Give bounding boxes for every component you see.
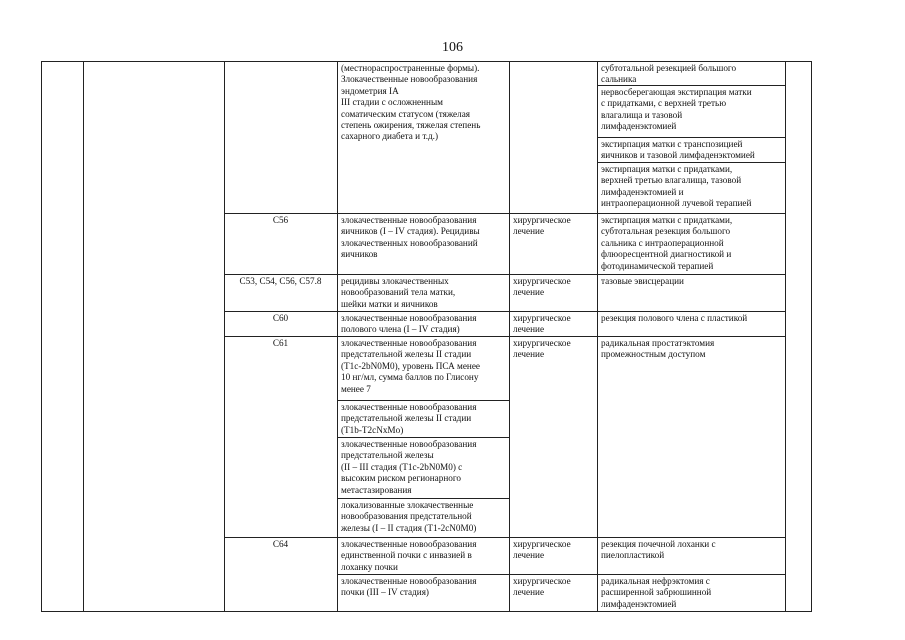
treatment-cell: хирургическое лечение: [513, 539, 571, 561]
method-cell: радикальная нефрэктомия с расширенной забрюшинной лимфаденэктомией: [601, 576, 712, 609]
row-divider: [224, 537, 785, 538]
row-divider: [224, 336, 785, 337]
method-cell: экстирпация матки с придатками, субтотальная резекция большого сальника с интраоперационной флюоресцентной диагностикой и фотодинамической терапией: [601, 215, 733, 271]
medical-procedures-table: [41, 61, 812, 612]
icd-code-cell: C56: [272, 215, 289, 225]
method-divider: [597, 137, 785, 138]
diagnosis-cell: злокачественные новообразования почки (III – IV стадия): [341, 576, 477, 598]
diagnosis-divider: [337, 437, 509, 438]
icd-code-cell: C61: [272, 338, 289, 348]
column-divider: [83, 62, 84, 611]
group-divider: [337, 574, 785, 575]
column-divider: [785, 62, 786, 611]
method-cell: тазовые эвисцерации: [601, 276, 684, 286]
icd-code-cell: C64: [272, 539, 289, 549]
diagnosis-cell: злокачественные новообразования предстательной железы (II – III стадия (T1c-2bN0M0) с высоким риском регионарного метастазирования: [341, 439, 477, 495]
method-cell: экстирпация матки с придатками, верхней третью влагалища, тазовой лимфаденэктомией и интраоперационной лучевой терапией: [601, 164, 752, 209]
diagnosis-cell: рецидивы злокачественных новообразований тела матки, шейки матки и яичников: [341, 276, 456, 309]
diagnosis-cell: злокачественные новообразования яичников (I – IV стадия). Рецидивы злокачественных новообразований яичников: [341, 215, 480, 260]
method-cell: резекция полового члена с пластикой: [601, 313, 748, 323]
diagnosis-cell: локализованные злокачественные новообразования предстательной железы (I – II стадия (T1-2cN0M0): [341, 500, 477, 533]
diagnosis-divider: [337, 498, 509, 499]
method-cell: субтотальной резекцией большого сальника: [601, 63, 737, 85]
treatment-cell: хирургическое лечение: [513, 576, 571, 598]
treatment-cell: хирургическое лечение: [513, 338, 571, 360]
method-cell: радикальная простатэктомия промежностным доступом: [601, 338, 715, 360]
diagnosis-cell: (местнораспространенные формы). Злокачественные новообразования эндометрия IA III стадии с осложненным соматическим статусом (тяжелая степень ожирения, тяжелая степень сахарного диабета и т.д.): [341, 63, 481, 142]
method-divider: [597, 162, 785, 163]
method-cell: экстирпация матки с транспозицией яичников и тазовой лимфаденэктомией: [601, 139, 755, 161]
method-cell: резекция почечной лоханки с пиелопластикой: [601, 539, 716, 561]
treatment-cell: хирургическое лечение: [513, 276, 571, 298]
icd-code-cell: C53, C54, C56, C57.8: [239, 276, 322, 286]
icd-code-cell: C60: [272, 313, 289, 323]
page-number: 106: [442, 40, 463, 55]
diagnosis-cell: злокачественные новообразования предстательной железы II стадии (T1c-2bN0M0), уровень ПСА менее 10 нг/мл, сумма баллов по Глисону менее 7: [341, 338, 480, 394]
row-divider: [224, 311, 785, 312]
row-divider: [224, 213, 785, 214]
row-divider: [224, 274, 785, 275]
method-cell: нервосберегающая экстирпация матки с придатками, с верхней третью влагалища и тазовой лимфаденэктомией: [601, 87, 752, 132]
treatment-cell: хирургическое лечение: [513, 215, 571, 237]
diagnosis-cell: злокачественные новообразования полового члена (I – IV стадия): [341, 313, 477, 335]
diagnosis-divider: [337, 400, 509, 401]
diagnosis-cell: злокачественные новообразования предстательной железы II стадии (T1b-T2cNxMo): [341, 402, 477, 435]
treatment-cell: хирургическое лечение: [513, 313, 571, 335]
diagnosis-cell: злокачественные новообразования единственной почки с инвазией в лоханку почки: [341, 539, 477, 572]
